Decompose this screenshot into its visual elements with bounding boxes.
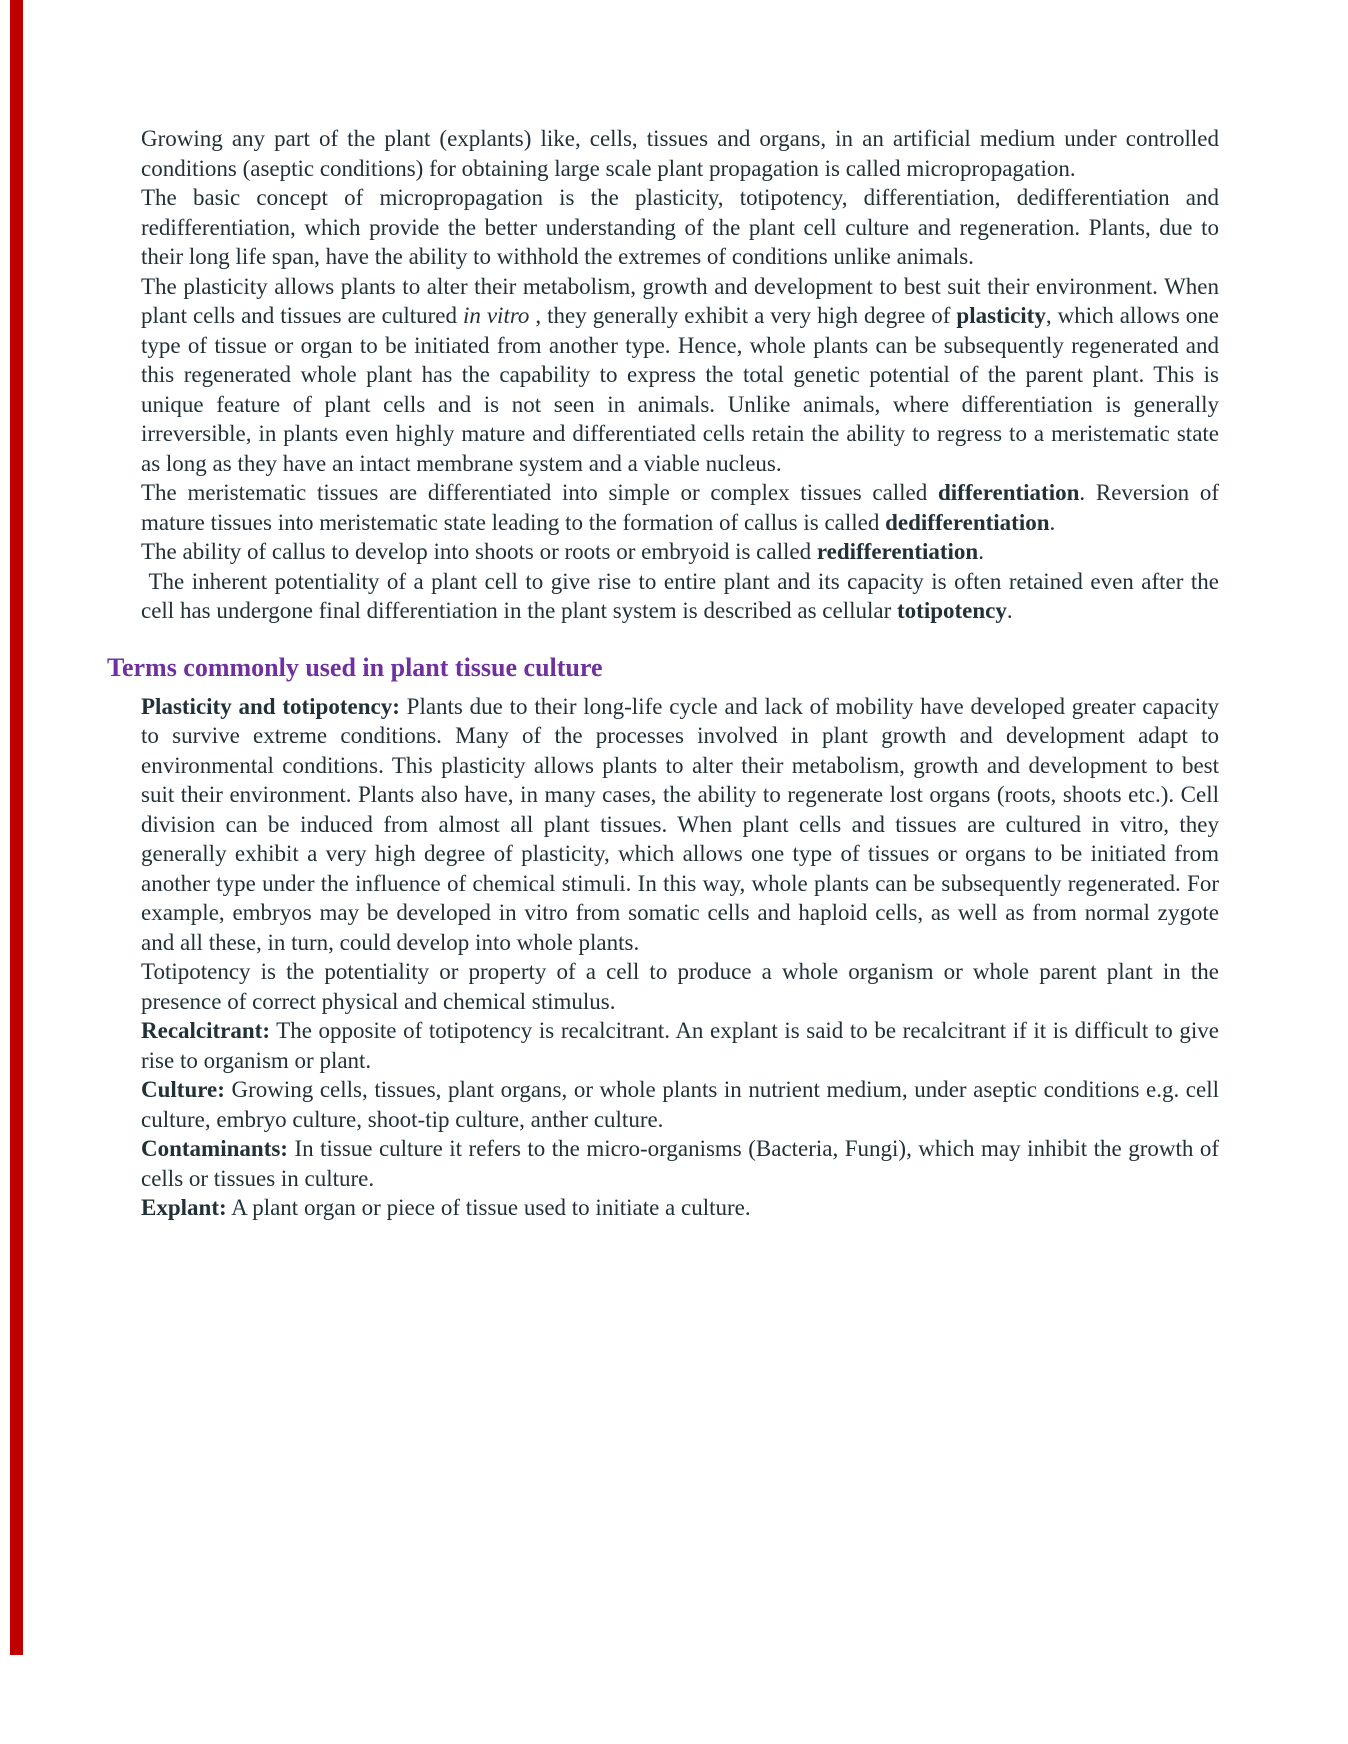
paragraph: Culture: Growing cells, tissues, plant organs, or whole plants in nutrient medium, under aseptic conditions e.g. cell culture, embryo culture, shoot-tip culture, anther culture. bbox=[141, 1077, 1219, 1132]
paragraph: Explant: A plant organ or piece of tissue used to initiate a culture. bbox=[141, 1195, 751, 1220]
terms-paragraphs bbox=[107, 692, 1219, 1223]
document-body bbox=[107, 124, 1219, 1223]
terms-section-heading: Terms commonly used in plant tissue culture bbox=[107, 652, 603, 682]
paragraph: The basic concept of micropropagation is the plasticity, totipotency, differentiation, dedifferentiation and redifferentiation, which provide the better understanding of the plant cell culture and regeneration. Plants, due to their long life span, have the ability to withhold the extremes of conditions unlike animals. bbox=[141, 185, 1219, 269]
left-margin-red-bar bbox=[10, 0, 23, 1655]
paragraph: The plasticity allows plants to alter their metabolism, growth and development to best suit their environment. When plant cells and tissues are cultured in vitro , they generally exhibit a very high degree of plasticity, which allows one type of tissue or organ to be initiated from another type. Hence, whole plants can be subsequently regenerated and this regenerated whole plant has the capability to express the total genetic potential of the parent plant. This is unique feature of plant cells and is not seen in animals. Unlike animals, where differentiation is generally irreversible, in plants even highly mature and differentiated cells retain the ability to regress to a meristematic state as long as they have an intact membrane system and a viable nucleus. bbox=[141, 273, 1220, 476]
intro-section bbox=[107, 124, 1219, 626]
paragraph: Growing any part of the plant (explants) like, cells, tissues and organs, in an artificial medium under controlled conditions (aseptic conditions) for obtaining large scale plant propagation is called micropropagation. bbox=[141, 126, 1219, 181]
paragraph: Totipotency is the potentiality or property of a cell to produce a whole organism or whole parent plant in the presence of correct physical and chemical stimulus. bbox=[141, 959, 1219, 1014]
paragraph: The ability of callus to develop into shoots or roots or embryoid is called redifferentiation. bbox=[141, 539, 984, 564]
terms-section bbox=[107, 692, 1219, 1223]
paragraph: Plasticity and totipotency: Plants due to their long-life cycle and lack of mobility have developed greater capacity to survive extreme conditions. Many of the processes involved in plant growth and development adapt to environmental conditions. This plasticity allows plants to alter their metabolism, growth and development to best suit their environment. Plants also have, in many cases, the ability to regenerate lost organs (roots, shoots etc.). Cell division can be induced from almost all plant tissues. When plant cells and tissues are cultured in vitro, they generally exhibit a very high degree of plasticity, which allows one type of tissues or organs to be initiated from another type under the influence of chemical stimuli. In this way, whole plants can be subsequently regenerated. For example, embryos may be developed in vitro from somatic cells and haploid cells, as well as from normal zygote and all these, in turn, could develop into whole plants. bbox=[141, 693, 1219, 955]
paragraph: The meristematic tissues are differentiated into simple or complex tissues called differentiation. Reversion of mature tissues into meristematic state leading to the formation of callus is called dedifferentiation. bbox=[141, 480, 1219, 535]
paragraph: Recalcitrant: The opposite of totipotency is recalcitrant. An explant is said to be recalcitrant if it is difficult to give rise to organism or plant. bbox=[141, 1018, 1219, 1073]
paragraph: Contaminants: In tissue culture it refers to the micro-organisms (Bacteria, Fungi), which may inhibit the growth of cells or tissues in culture. bbox=[141, 1136, 1219, 1191]
intro-paragraphs bbox=[107, 124, 1219, 626]
paragraph: The inherent potentiality of a plant cell to give rise to entire plant and its capacity is often retained even after the cell has undergone final differentiation in the plant system is described as cellular totipotency. bbox=[141, 568, 1219, 623]
